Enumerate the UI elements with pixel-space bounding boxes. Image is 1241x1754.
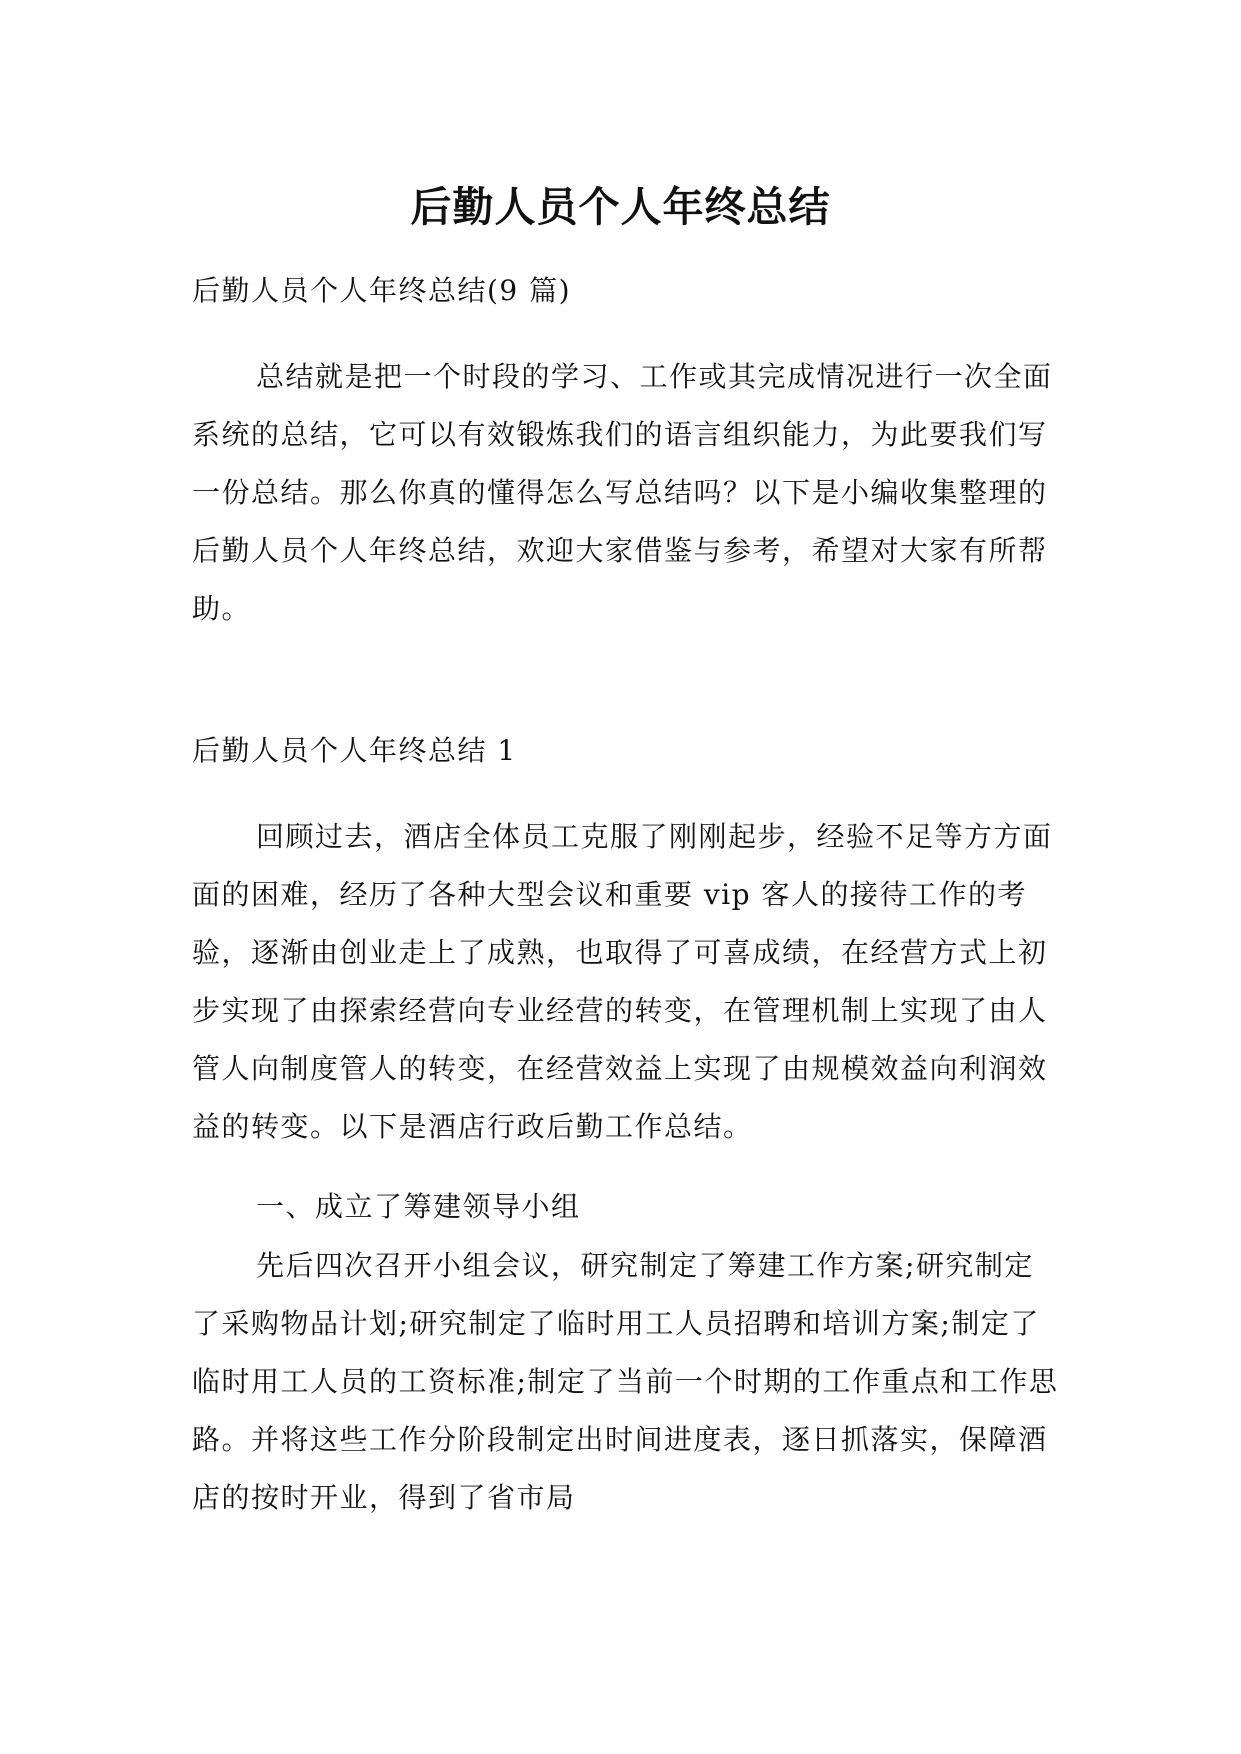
section-paragraph: 先后四次召开小组会议，研究制定了筹建工作方案;研究制定了采购物品计划;研究制定了临时用工人员招聘和培训方案;制定了临时用工人员的工资标准;制定了当前一个时期的工作重点和工作思路。并将这些工作分阶段制定出时间进度表，逐日抓落实，保障酒店的按时开业，得到了省市局 [192,1249,1059,1514]
section-subheading: 一、成立了筹建领导小组 [256,1190,581,1223]
document-title: 后勤人员个人年终总结 [410,183,831,232]
intro-paragraph: 总结就是把一个时段的学习、工作或其完成情况进行一次全面系统的总结，它可以有效锻炼我们的语言组织能力，为此要我们写一份总结。那么你真的懂得怎么写总结吗？以下是小编收集整理的后勤人员个人年终总结，欢迎大家借鉴与参考，希望对大家有所帮助。 [192,360,1053,625]
section-paragraph: 回顾过去，酒店全体员工克服了刚刚起步，经验不足等方方面面的困难，经历了各种大型会议和重要 vip 客人的接待工作的考验，逐渐由创业走上了成熟，也取得了可喜成绩，在经营方式上初步实现了由探索经营向专业经营的转变，在管理机制上实现了由人管人向制度管人的转变，在经营效益上实现了由规模效益向利润效益的转变。以下是酒店行政后勤工作总结。 [192,820,1053,1143]
section-title: 后勤人员个人年终总结 1 [192,734,517,767]
document-subtitle: 后勤人员个人年终总结(9 篇) [192,274,572,307]
